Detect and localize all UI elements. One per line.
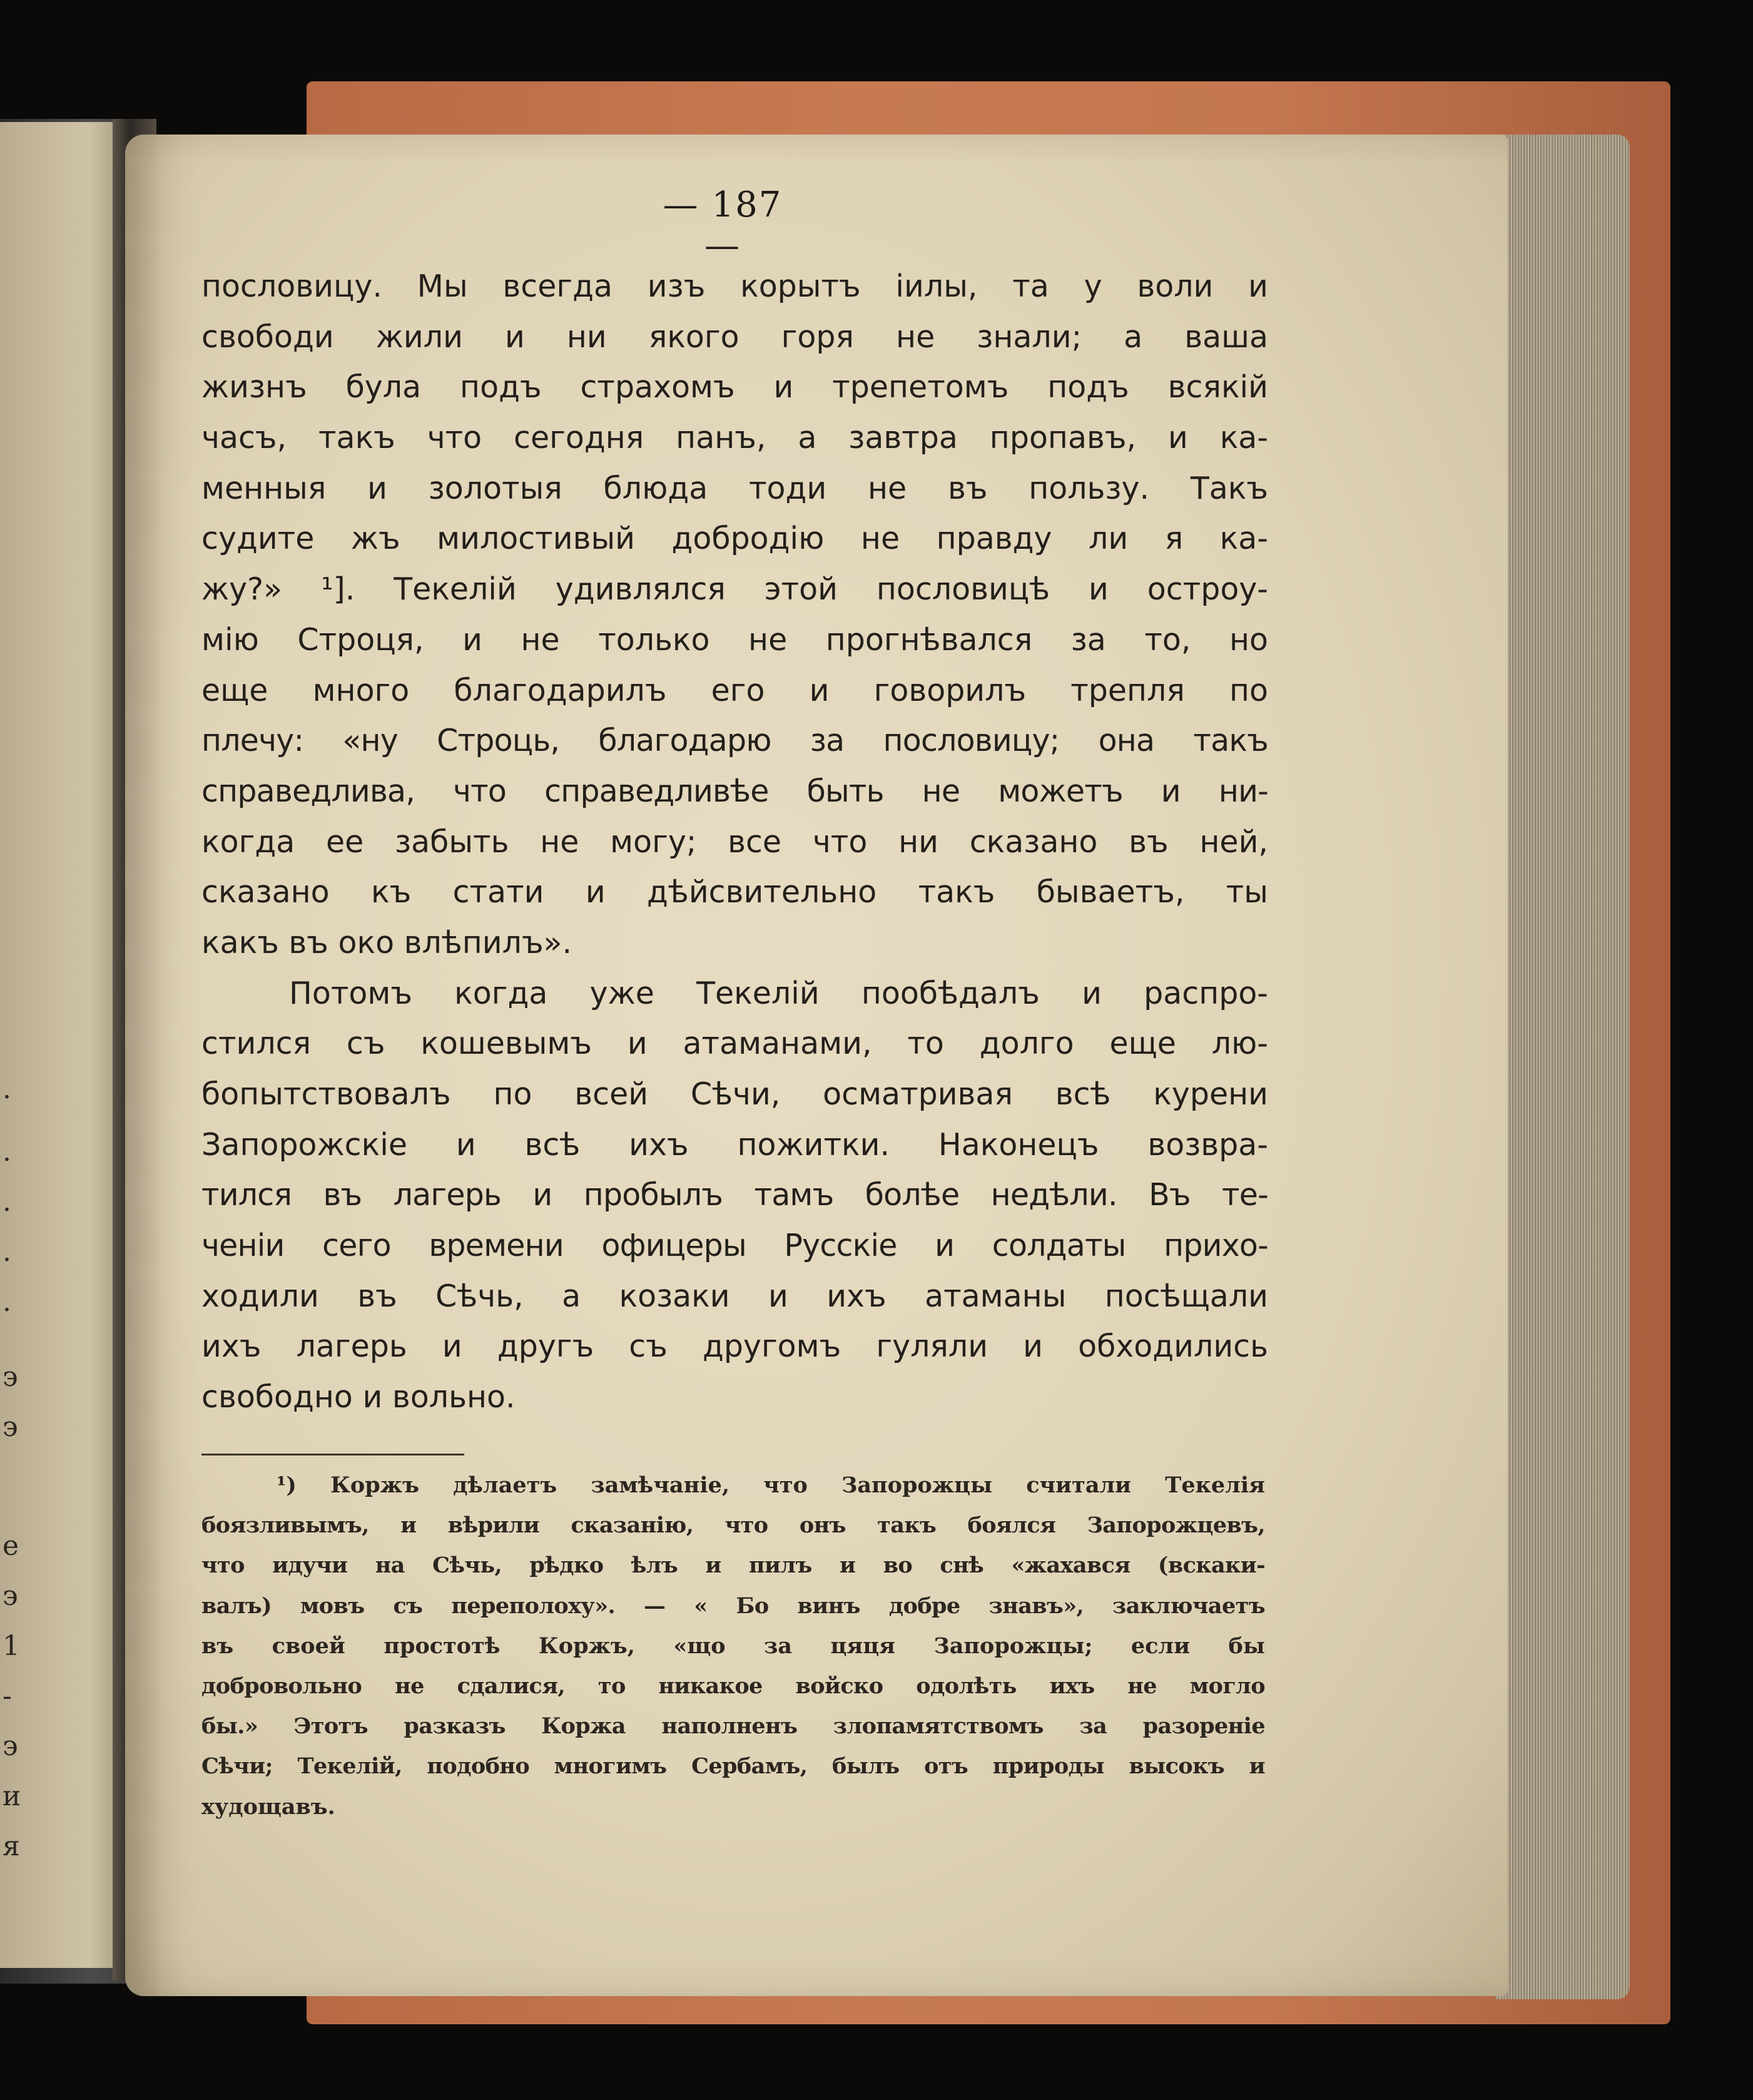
text-line: жизнъ була подъ страхомъ и трепетомъ подъ всякiй <box>201 369 1268 405</box>
footnote-line: что идучи на Сѣчь, рѣдко ѣлъ и пилъ и во снѣ «жахався (вскаки- <box>201 1552 1265 1579</box>
footnote-block <box>201 1465 1265 1827</box>
left-page-fragment: э <box>3 1411 18 1443</box>
text-line: менныя и золотыя блюда тоди не въ пользу. Такъ <box>201 470 1268 506</box>
footnote-line: боязливымъ, и вѣрили сказанiю, что онъ такъ боялся Запорожцевъ, <box>201 1512 1265 1539</box>
text-line: еще много благодарилъ его и говорилъ трепля по <box>201 672 1268 708</box>
left-page-fragment: э <box>3 1580 18 1612</box>
left-page-fragment: е <box>3 1530 19 1562</box>
footnote-line: бы.» Этотъ разказъ Коржа наполненъ злопамятствомъ за разоренiе <box>201 1713 1265 1740</box>
left-page-fragment: и <box>3 1780 21 1812</box>
text-line: ченiи сего времени офицеры Русскiе и солдаты прихо- <box>201 1228 1268 1264</box>
footnote-line: худощавъ. <box>201 1793 335 1820</box>
left-page-fragment: - <box>3 1680 12 1712</box>
body-text <box>201 262 1268 1423</box>
footnote-line: въ своей простотѣ Коржъ, «що за цяця Запорожцы; если бы <box>201 1633 1265 1659</box>
footnote-line: ¹) Коржъ дѣлаетъ замѣчанiе, что Запорожцы считали Текелiя <box>277 1472 1265 1498</box>
left-page-fragment: э <box>3 1730 18 1762</box>
left-page-fragment: . <box>3 1186 11 1218</box>
left-facing-page <box>0 122 125 1968</box>
left-page-fragment: . <box>3 1073 11 1105</box>
text-line: свободно и вольно. <box>201 1379 516 1415</box>
left-page-fragment: . <box>3 1136 11 1168</box>
text-line: ихъ лагерь и другъ съ другомъ гуляли и обходились <box>201 1328 1268 1365</box>
text-line: какъ въ око влѣпилъ». <box>201 924 572 961</box>
footnote-divider <box>201 1454 464 1455</box>
text-line: часъ, такъ что сегодня панъ, а завтра пропавъ, и ка- <box>201 420 1268 456</box>
text-line: тился въ лагерь и пробылъ тамъ болѣе недѣли. Въ те- <box>201 1177 1268 1213</box>
paragraph-start-line: Потомъ когда уже Текелiй пообѣдалъ и распро- <box>289 975 1268 1011</box>
page-number: — 187 — <box>663 185 783 266</box>
footnote-line: Сѣчи; Текелiй, подобно многимъ Сербамъ, былъ отъ природы высокъ и <box>201 1753 1265 1780</box>
text-line: сказано къ стати и дѣйсвительно такъ бываетъ, ты <box>201 874 1268 910</box>
left-page-fragment: 1 <box>3 1630 20 1662</box>
text-line: бопытствовалъ по всей Сѣчи, осматривая всѣ курени <box>201 1076 1268 1112</box>
text-line: пословицу. Мы всегда изъ корытъ iилы, та у воли и <box>201 268 1268 304</box>
text-line: справедлива, что справедливѣе быть не можетъ и ни- <box>201 773 1268 809</box>
text-line: свободи жили и ни якого горя не знали; а ваша <box>201 319 1268 355</box>
text-line: когда ее забыть не могу; все что ни сказано въ ней, <box>201 823 1268 860</box>
left-page-fragment: я <box>3 1830 20 1862</box>
text-line: ходили въ Сѣчь, а козаки и ихъ атаманы посѣщали <box>201 1278 1268 1314</box>
text-line: судите жъ милостивый добродiю не правду ли я ка- <box>201 521 1268 557</box>
text-line: плечу: «ну Строць, благодарю за пословицу; она такъ <box>201 723 1268 759</box>
left-page-fragment: . <box>3 1236 11 1268</box>
footnote-line: валъ) мовъ съ переполоху». — « Бо винъ добре знавъ», заключаетъ <box>201 1593 1265 1619</box>
left-page-fragment: . <box>3 1286 11 1318</box>
text-line: жу?» ¹]. Текелiй удивлялся этой пословицѣ и остроу- <box>201 571 1268 608</box>
text-line: мiю Строця, и не только не прогнѣвался за то, но <box>201 621 1268 658</box>
text-line: Запорожскiе и всѣ ихъ пожитки. Наконецъ возвра- <box>201 1126 1268 1163</box>
text-line: стился съ кошевымъ и атаманами, то долго еще лю- <box>201 1026 1268 1062</box>
left-page-fragment: э <box>3 1361 18 1393</box>
page-edges-stack <box>1495 135 1630 1999</box>
footnote-line: добровольно не сдалися, то никакое войско одолѣть ихъ не могло <box>201 1673 1265 1699</box>
